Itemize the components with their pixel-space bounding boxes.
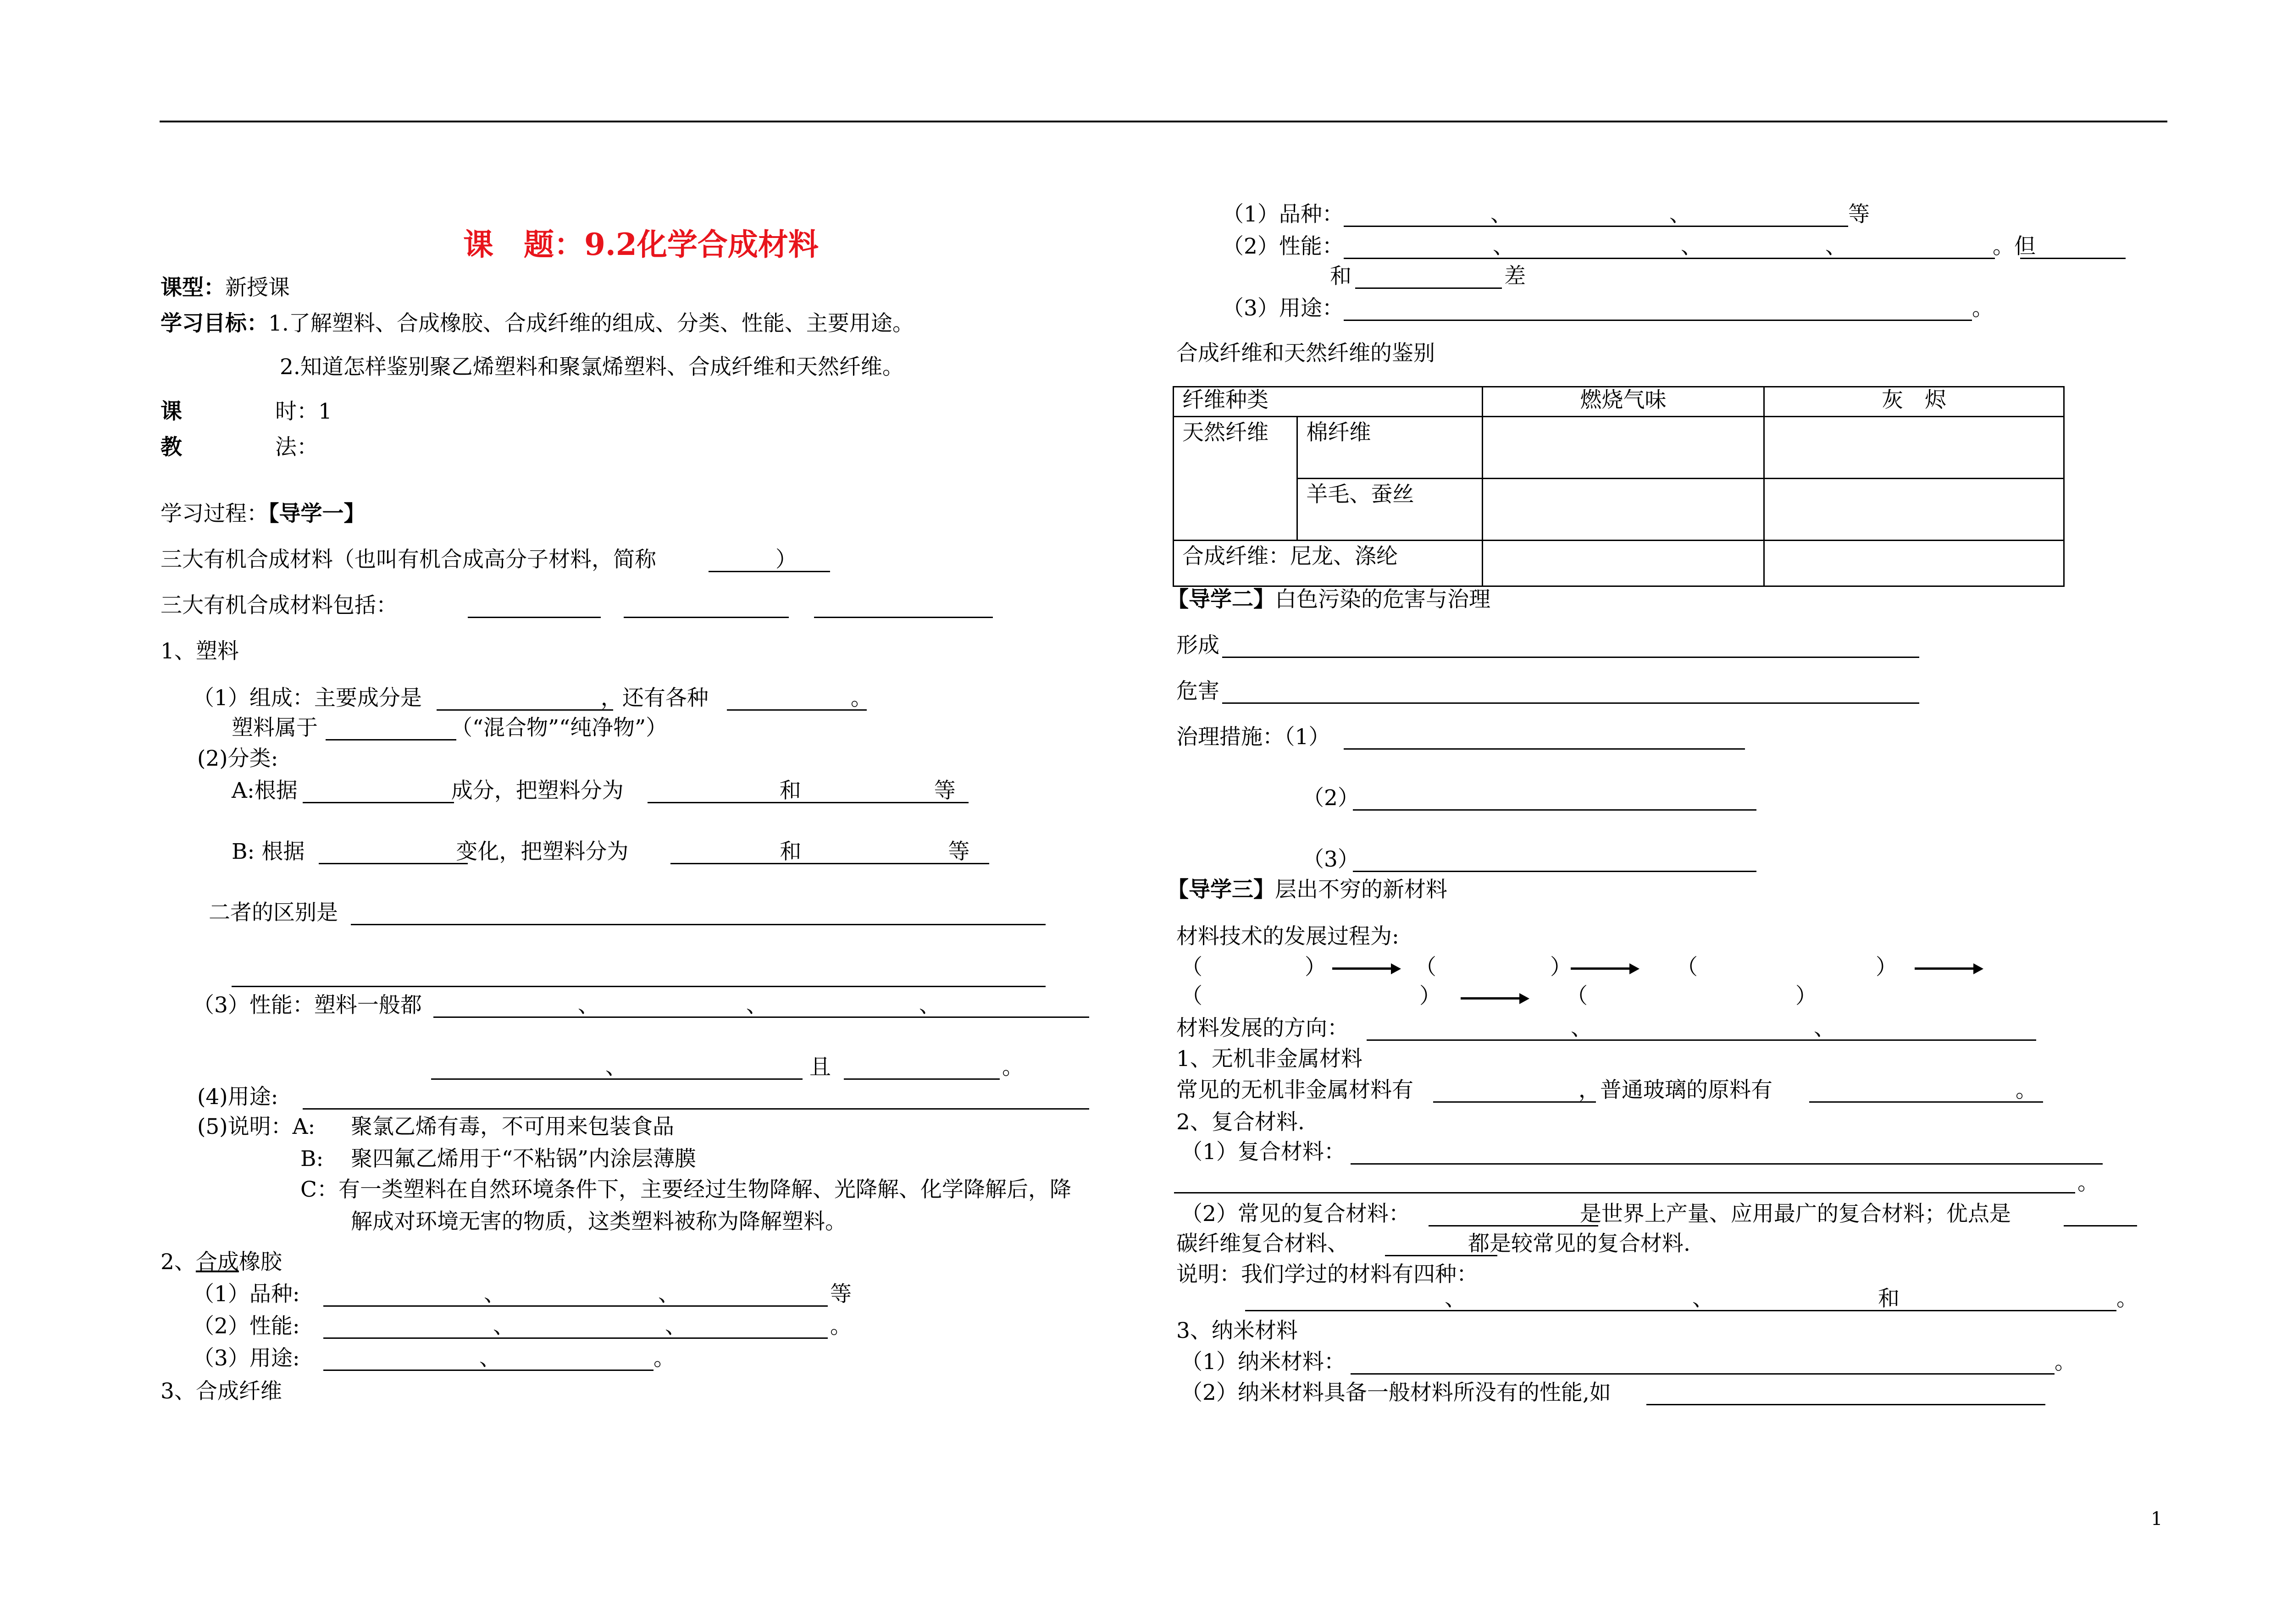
- note-a-label: (5)说明：A:: [197, 1114, 316, 1139]
- fiber-prop-sep-3: 、: [1825, 234, 1847, 259]
- difference-label: 二者的区别是: [209, 900, 338, 925]
- fiber-and: 和: [1330, 264, 1351, 289]
- blank-material-3: [814, 617, 993, 618]
- properties-and: 且: [809, 1055, 831, 1080]
- plastic-belongs: 塑料属于 （“混合物”“纯净物”）: [232, 715, 668, 740]
- arrow-right-icon: [1915, 967, 1974, 970]
- blank-nano-props: [1646, 1404, 2045, 1405]
- blank-properties-1: [433, 1016, 1089, 1018]
- blank-direction: [1367, 1039, 2036, 1041]
- blank-abbrev: [709, 571, 830, 572]
- intro-line-1: 三大有机合成材料（也叫有机合成高分子材料，简称 ）: [161, 547, 797, 572]
- arrow-right-icon: [1461, 997, 1520, 1000]
- direction-sep-2: 、: [1814, 1016, 1835, 1041]
- blank-rubber-properties: [323, 1337, 828, 1339]
- kinds-sep-2: 、: [1692, 1286, 1714, 1311]
- arrow-right-icon: [1571, 967, 1630, 970]
- fiber-properties: （2）性能：: [1222, 234, 1344, 259]
- measures-2: （2）: [1302, 785, 1359, 811]
- development-direction: 材料发展的方向：: [1176, 1016, 1349, 1041]
- blank-b-2: [670, 863, 989, 864]
- fiber-identification-table: [1173, 386, 2065, 587]
- note-a: 聚氯乙烯有毒，不可用来包装食品: [351, 1114, 674, 1139]
- dev-paren-3-close: ）: [1876, 955, 1897, 980]
- blank-a-1: [303, 802, 454, 803]
- blank-measure-3: [1353, 871, 1756, 872]
- section-fiber: 3、合成纤维: [161, 1379, 282, 1404]
- material-note: 说明：我们学过的材料有四种：: [1176, 1262, 1478, 1287]
- blank-a-2: [648, 802, 969, 803]
- dev-paren-5-open: （: [1566, 983, 1588, 1009]
- rubber-etc: 等: [830, 1282, 852, 1307]
- blank-fiber-properties: [1344, 258, 1995, 259]
- pollution-formation: 形成: [1176, 633, 1219, 658]
- blank-difference-2: [232, 986, 1046, 987]
- fiber-var-sep-1: 、: [1490, 202, 1512, 227]
- blank-properties-3: [844, 1078, 1000, 1080]
- kinds-sep-1: 、: [1445, 1286, 1466, 1311]
- rubber-uses: （3）用途:: [193, 1346, 300, 1371]
- plastic-properties: （3）性能：塑料一般都 、 、 、: [193, 993, 941, 1018]
- composite-common: （2）常见的复合材料： 是世界上产量、应用最广的复合材料；优点是: [1181, 1201, 2011, 1226]
- cell-cotton-smell: [1483, 417, 1764, 479]
- blank-composite-advantage: [2064, 1225, 2137, 1226]
- rubber-properties: （2）性能:: [193, 1314, 300, 1339]
- arrow-right-icon: [1332, 967, 1392, 970]
- dev-paren-4-open: （: [1181, 983, 1202, 1009]
- cell-wool-silk: 羊毛、蚕丝: [1297, 479, 1483, 541]
- header-rule: [160, 121, 2167, 122]
- learning-goal-2: 2.知道怎样鉴别聚乙烯塑料和聚氯烯塑料、合成纤维和天然纤维。: [280, 354, 904, 380]
- carbon-fiber-line: 碳纤维复合材料、 都是较常见的复合材料.: [1176, 1231, 1690, 1256]
- blank-inorganic: [1433, 1101, 1596, 1103]
- rubber-uses-period: 。: [654, 1346, 675, 1371]
- blank-material-kinds: [1245, 1310, 2116, 1311]
- inorganic-line: 常见的无机非金属材料有 ，普通玻璃的原料有 。: [1176, 1077, 2037, 1103]
- section-nano: 3、纳米材料: [1176, 1318, 1298, 1343]
- page-number: 1: [2151, 1508, 2163, 1530]
- nano-period: 。: [2055, 1349, 2076, 1375]
- cell-synthetic-smell: [1483, 541, 1764, 586]
- blank-formation: [1222, 657, 1919, 658]
- development-process: 材料技术的发展过程为:: [1176, 924, 1399, 949]
- learning-goal-1: 学习目标：1.了解塑料、合成橡胶、合成纤维的组成、分类、性能、主要用途。: [161, 311, 914, 336]
- intro-line-2: 三大有机合成材料包括：: [161, 593, 398, 618]
- direction-sep-1: 、: [1571, 1016, 1592, 1041]
- blank-difference-1: [351, 924, 1046, 925]
- blank-carbon: [1385, 1255, 1497, 1256]
- rubber-sep-1: 、: [484, 1282, 505, 1307]
- process-label: 学习过程：【导学一】: [161, 501, 366, 526]
- header-ash: 灰 烬: [1764, 387, 2064, 417]
- rubber-varieties: （1）品种:: [193, 1282, 300, 1307]
- dev-paren-2-close: ）: [1550, 955, 1572, 980]
- fiber-prop-sep-1: 、: [1493, 234, 1514, 259]
- cell-cotton: 棉纤维: [1297, 417, 1483, 479]
- pollution-harm: 危害: [1176, 679, 1219, 704]
- guide-3-heading: 【导学三】层出不穷的新材料: [1167, 877, 1447, 902]
- cell-wool-ash: [1764, 479, 2064, 541]
- blank-material-1: [468, 617, 601, 618]
- dev-paren-4-close: ）: [1419, 983, 1441, 1009]
- blank-material-2: [624, 617, 789, 618]
- plastic-composition: （1）组成：主要成分是 ，还有各种 。: [193, 685, 872, 711]
- method-label-1: 教: [161, 435, 182, 460]
- cell-natural-fiber: 天然纤维: [1174, 417, 1297, 541]
- blank-rubber-varieties: [323, 1305, 828, 1307]
- hours-label-1: 课: [161, 399, 182, 424]
- properties-sep: 、: [605, 1055, 627, 1080]
- properties-period: 。: [1002, 1055, 1024, 1080]
- blank-harm: [1222, 702, 1919, 704]
- blank-b-1: [319, 863, 468, 864]
- nano-properties: （2）纳米材料具备一般材料所没有的性能,如: [1181, 1380, 1611, 1405]
- blank-glass-raw: [1809, 1101, 2043, 1103]
- note-b-label: B:: [300, 1146, 324, 1171]
- blank-additives: [727, 709, 867, 711]
- fiber-var-sep-2: 、: [1669, 202, 1691, 227]
- dev-paren-5-close: ）: [1795, 983, 1817, 1009]
- note-b: 聚四氟乙烯用于“不粘锅”内涂层薄膜: [351, 1146, 697, 1171]
- guide-2-heading: 【导学二】白色污染的危害与治理: [1167, 587, 1490, 612]
- blank-properties-2: [431, 1078, 803, 1080]
- section-inorganic: 1、无机非金属材料: [1176, 1046, 1363, 1072]
- measures-1: 治理措施：（1）: [1176, 724, 1330, 750]
- blank-fiber-and: [1355, 287, 1502, 289]
- blank-main-component: [437, 709, 613, 711]
- fiber-poor: 差: [1504, 264, 1526, 289]
- dev-paren-1-close: ）: [1305, 955, 1326, 980]
- fiber-prop-sep-2: 、: [1681, 234, 1702, 259]
- nano-definition: （1）纳米材料：: [1181, 1349, 1346, 1375]
- kinds-and: 和: [1878, 1286, 1900, 1311]
- composite-definition: （1）复合材料：: [1181, 1139, 1346, 1165]
- fiber-prop-but: 。但: [1993, 234, 2036, 259]
- cell-cotton-ash: [1764, 417, 2064, 479]
- rubber-prop-period: 。: [830, 1314, 852, 1339]
- lesson-type: 课型：新授课: [161, 275, 290, 300]
- blank-fiber-varieties: [1344, 226, 1848, 227]
- cell-wool-smell: [1483, 479, 1764, 541]
- plastic-uses: (4)用途:: [197, 1084, 278, 1110]
- fiber-var-etc: 等: [1848, 202, 1870, 227]
- section-rubber: 2、合成橡胶: [161, 1249, 282, 1275]
- cell-synthetic-fiber: 合成纤维：尼龙、涤纶: [1174, 541, 1483, 586]
- note-c: C：有一类塑料在自然环境条件下，主要经过生物降解、光降解、化学降解后，降: [300, 1177, 1071, 1202]
- blank-composite-1: [1351, 1163, 2103, 1165]
- blank-measure-2: [1353, 809, 1756, 811]
- rubber-prop-sep-1: 、: [493, 1314, 515, 1339]
- blank-nano-def: [1351, 1373, 2055, 1375]
- blank-composite-common: [1429, 1225, 1598, 1226]
- hours-value: 时：1: [275, 399, 332, 424]
- blank-composite-2: [1174, 1192, 2075, 1193]
- blank-fiber-but: [2020, 258, 2126, 259]
- kinds-period: 。: [2116, 1286, 2138, 1311]
- note-c-cont: 解成对环境无害的物质，这类塑料被称为降解塑料。: [351, 1209, 847, 1234]
- method-value: 法：: [275, 435, 318, 460]
- rubber-uses-sep: 、: [479, 1346, 501, 1371]
- dev-paren-3-open: （: [1676, 955, 1698, 980]
- dev-paren-1-open: （: [1181, 955, 1202, 980]
- header-fiber-type: 纤维种类: [1174, 387, 1483, 417]
- section-plastic: 1、塑料: [161, 639, 239, 664]
- rubber-sep-2: 、: [658, 1282, 680, 1307]
- blank-plastic-type: [326, 739, 456, 740]
- table-caption: 合成纤维和天然纤维的鉴别: [1176, 341, 1435, 366]
- cell-synthetic-ash: [1764, 541, 2064, 586]
- section-composite: 2、复合材料.: [1176, 1110, 1305, 1135]
- composite-period: 。: [2077, 1170, 2099, 1195]
- blank-fiber-uses: [1344, 320, 1972, 321]
- fiber-uses-period: 。: [1972, 296, 1994, 321]
- page-title: 课 题：9.2化学合成材料: [463, 226, 819, 262]
- rubber-prop-sep-2: 、: [665, 1314, 687, 1339]
- classification-a: A:根据 成分，把塑料分为 和 等: [232, 778, 956, 803]
- plastic-classification: (2)分类:: [197, 746, 278, 771]
- fiber-varieties: （1）品种：: [1222, 202, 1344, 227]
- fiber-uses: （3）用途：: [1222, 296, 1344, 321]
- header-burn-smell: 燃烧气味: [1483, 387, 1764, 417]
- dev-paren-2-open: （: [1415, 955, 1436, 980]
- blank-uses: [303, 1108, 1089, 1110]
- measures-3: （3）: [1302, 847, 1359, 872]
- classification-b: B: 根据 变化，把塑料分为 和 等: [232, 839, 970, 864]
- blank-measure-1: [1344, 748, 1745, 750]
